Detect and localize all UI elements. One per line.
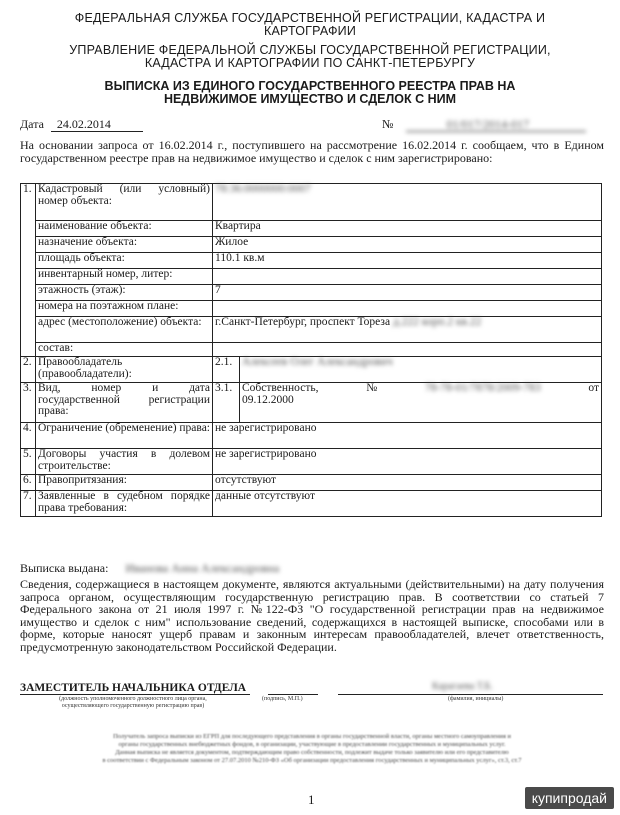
signature-line <box>20 694 250 695</box>
table-row <box>21 221 602 237</box>
footer-line: Получатель запроса выписки из ЕГРП для последующего представления в органы государственной власти, органы местного самоуправления и <box>113 733 511 740</box>
encumbrance-value: не зарегистрировано <box>213 423 602 449</box>
purpose-label: назначение объекта: <box>36 237 213 253</box>
row-number: 5. <box>21 449 36 475</box>
floors-label: этажность (этаж): <box>36 285 213 301</box>
rightholder-subnumber: 2.1. <box>213 357 240 383</box>
table-row <box>21 343 602 357</box>
page-number: 1 <box>308 792 315 807</box>
registration-subnumber: 3.1. <box>213 383 240 423</box>
footer-line: Данная выписка не является документом, подтверждающим право собственности, подлежит выдаче только заявителю или его представителю <box>115 749 509 756</box>
date-label: Дата <box>20 117 44 131</box>
signer-name: Карагаева Т.Б. <box>432 681 493 692</box>
object-name-value: Квартира <box>213 221 602 237</box>
legal-notice: Сведения, содержащиеся в настоящем документе, являются актуальными (действительными) на дату получения запроса органом, осуществляющим государственную регистрацию прав. В соответствии со статьей 7 Федерального закона от 21 июля 1997 г. №122-ФЗ "О государственной регистрации прав на недвижимое имущество и сделок с ним" использование сведений, содержащихся в настоящей выписке, способами или в форме, которые наносят ущерб правам и законным интересам правообладателей, влечет ответственность, предусмотренную законодательством Российской Федерации. <box>20 577 604 654</box>
cadastral-value: 78:36:0000000:0007 <box>215 183 311 195</box>
position-caption <box>28 696 238 710</box>
number-label: № <box>382 117 394 131</box>
floorplan-label: номера на поэтажном плане: <box>36 301 213 317</box>
object-name-label: наименование объекта: <box>36 221 213 237</box>
claims-value: отсутствуют <box>213 475 602 491</box>
court-claims-label: Заявленные в судебном порядке права требования: <box>36 491 213 517</box>
signer-position: ЗАМЕСТИТЕЛЬ НАЧАЛЬНИКА ОТДЕЛА <box>20 682 247 694</box>
address-label: адрес (местоположение) объекта: <box>36 317 213 343</box>
composition-value <box>213 343 602 357</box>
address-value <box>213 317 602 343</box>
area-label: площадь объекта: <box>36 253 213 269</box>
encumbrance-label: Ограничение (обременение) права: <box>36 423 213 449</box>
shared-construction-label: Договоры участия в долевом строительстве: <box>36 449 213 475</box>
office-name-line-2: КАДАСТРА И КАРТОГРАФИИ ПО САНКТ-ПЕТЕРБУРГУ <box>144 56 476 70</box>
row-number: 3. <box>21 383 36 423</box>
office-name-line-1: УПРАВЛЕНИЕ ФЕДЕРАЛЬНОЙ СЛУЖБЫ ГОСУДАРСТВЕННОЙ РЕГИСТРАЦИИ, <box>69 43 551 57</box>
date-row <box>20 118 143 132</box>
office-name <box>0 44 620 70</box>
cadastral-label: Кадастровый (или условный) номер объекта: <box>36 184 213 221</box>
watermark-badge: купипродай <box>525 787 614 809</box>
registration-type: Собственность, <box>242 382 319 394</box>
document-title <box>0 80 620 106</box>
inventory-value <box>213 269 602 285</box>
row-number: 6. <box>21 475 36 491</box>
shared-construction-value: не зарегистрировано <box>213 449 602 475</box>
claims-label: Правопритязания: <box>36 475 213 491</box>
issued-row <box>20 562 279 575</box>
registration-label: Вид, номер и дата государственной регистрации права: <box>36 383 213 423</box>
floorplan-value <box>213 301 602 317</box>
issued-value: Иванова Анна Александровна <box>125 561 280 575</box>
table-row <box>21 383 602 423</box>
rightholder-value: Алексеев Олег Александрович <box>242 356 393 368</box>
table-row <box>21 184 602 221</box>
agency-name-line-2: КАРТОГРАФИИ <box>263 24 357 38</box>
issued-label: Выписка выдана: <box>20 561 109 575</box>
registration-number: 78-78-01/7878/2009-783 <box>424 382 541 394</box>
agency-name <box>0 12 620 38</box>
row-number: 2. <box>21 357 36 383</box>
table-row <box>21 237 602 253</box>
rightholder-label: Правообладатель (правообладатели): <box>36 357 213 383</box>
table-row <box>21 449 602 475</box>
court-claims-value: данные отсутствуют <box>213 491 602 517</box>
position-caption-line-2: осуществляющего государственную регистрацию прав) <box>61 703 205 709</box>
table-row <box>21 357 602 383</box>
footer-note <box>20 733 604 765</box>
purpose-value: Жилое <box>213 237 602 253</box>
composition-label: состав: <box>36 343 213 357</box>
table-row <box>21 285 602 301</box>
table-row <box>21 491 602 517</box>
name-caption: (фамилия, инициалы) <box>448 696 504 702</box>
position-caption-line-1: (должность уполномоченного должностного лица органа, <box>59 696 207 702</box>
registration-value <box>240 383 602 423</box>
agency-name-line-1: ФЕДЕРАЛЬНАЯ СЛУЖБА ГОСУДАРСТВЕННОЙ РЕГИСТРАЦИИ, КАДАСТРА И <box>74 11 546 25</box>
table-row <box>21 423 602 449</box>
row-number: 1. <box>21 184 36 357</box>
number-row <box>382 118 586 132</box>
intro-text: На основании запроса от 16.02.2014 г., поступившего на рассмотрение 16.02.2014 г. сообщаем, что в Едином государственном реестре прав на недвижимое имущество и сделок с ним зарегистрировано: <box>20 138 604 165</box>
registration-from: от <box>588 382 599 394</box>
area-value: 110.1 кв.м <box>213 253 602 269</box>
row-number: 7. <box>21 491 36 517</box>
address-visible: г.Санкт-Петербург, проспект Тореза <box>215 316 391 328</box>
registration-date: 09.12.2000 <box>242 393 294 406</box>
registration-number-sign: № <box>366 382 378 394</box>
number-value: 01/017/2014-017 <box>406 118 586 132</box>
row-number: 4. <box>21 423 36 449</box>
registry-table <box>20 183 602 517</box>
table-row <box>21 301 602 317</box>
footer-line: органы государственных внебюджетных фондов, в организации, участвующие в предоставлении государственных и муниципальных услуг. <box>118 741 506 748</box>
address-hidden: д.222 корп.2 кв.22 <box>392 316 482 328</box>
inventory-label: инвентарный номер, литер: <box>36 269 213 285</box>
signature-line <box>268 694 318 695</box>
table-row <box>21 269 602 285</box>
document-title-line-2: НЕДВИЖИМОЕ ИМУЩЕСТВО И СДЕЛОК С НИМ <box>163 92 457 106</box>
table-row <box>21 475 602 491</box>
table-row <box>21 253 602 269</box>
footer-line: в соответствии с Федеральным законом от 27.07.2010 №210-ФЗ «Об организации предоставления государственных и муниципальных услуг», ст.3, ст.7 <box>102 757 522 764</box>
signature-line <box>338 694 603 695</box>
document-title-line-1: ВЫПИСКА ИЗ ЕДИНОГО ГОСУДАРСТВЕННОГО РЕЕСТРА ПРАВ НА <box>104 79 516 93</box>
table-row <box>21 317 602 343</box>
floors-value: 7 <box>213 285 602 301</box>
sign-caption: (подпись, М.П.) <box>262 696 303 702</box>
date-value: 24.02.2014 <box>51 118 143 132</box>
